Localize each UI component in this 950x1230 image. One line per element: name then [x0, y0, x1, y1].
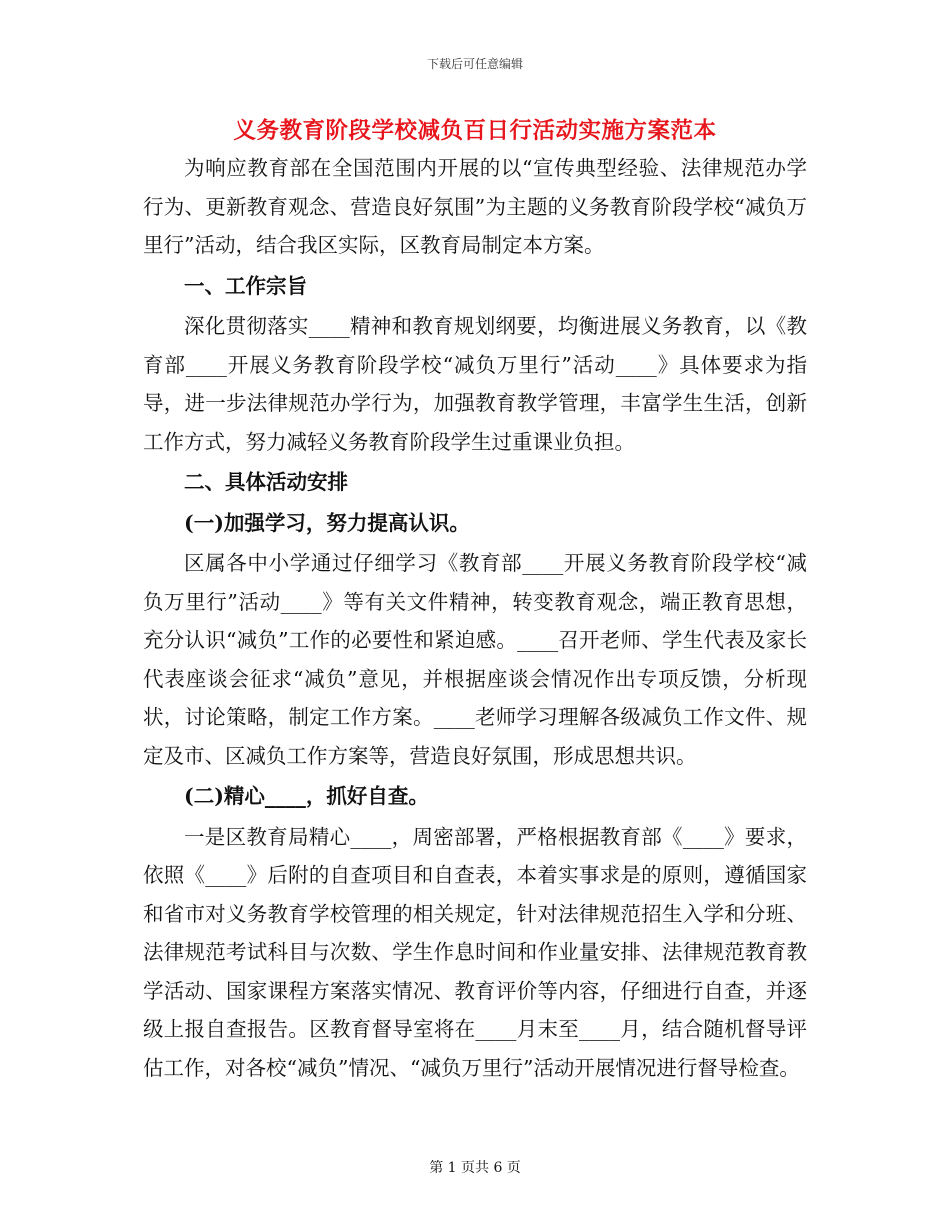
document-title: 义务教育阶段学校减负百日行活动实施方案范本 — [233, 118, 717, 144]
intro-paragraph: 为响应教育部在全国范围内开展的以“宣传典型经验、法律规范办学行为、更新教育观念、营造良好氛围”为主题的义务教育阶段学校“减负万里行”活动，结合我区实际，区教育局制定本方案。 — [143, 156, 807, 257]
page-number: 第 1 页共 6 页 — [429, 1160, 521, 1176]
document-body — [143, 149, 807, 1087]
section-heading-purpose: 一、工作宗旨 — [184, 273, 307, 298]
header-note: 下载后可任意编辑 — [426, 57, 523, 71]
study-paragraph: 区属各中小学通过仔细学习《教育部____开展义务教育阶段学校“减负万里行”活动____》等有关文件精神，转变教育观念，端正教育思想，充分认识“减负”工作的必要性和紧迫感。____召开老师、学生代表及家长代表座谈会征求“减负”意见，并根据座谈会情况作出专项反馈，分析现状，讨论策略，制定工作方案。____老师学习理解各级减负工作文件、规定及市、区减负工作方案等，营造良好氛围，形成思想共识。 — [143, 551, 807, 768]
subheading-study: (一)加强学习，努力提高认识。 — [184, 510, 470, 535]
section-heading-activities: 二、具体活动安排 — [184, 470, 348, 494]
purpose-paragraph: 深化贯彻落实____精神和教育规划纲要，均衡进展义务教育，以《教育部____开展义务教育阶段学校“减负万里行”活动____》具体要求为指导，进一步法律规范办学行为，加强教育教学管理，丰富学生生活，创新工作方式，努力减轻义务教育阶段学生过重课业负担。 — [143, 314, 807, 454]
subheading-self-check: (二)精心____，抓好自查。 — [184, 784, 429, 808]
self-check-paragraph: 一是区教育局精心____，周密部署，严格根据教育部《____》要求，依照《____》后附的自查项目和自查表，本着实事求是的原则，遵循国家和省市对义务教育学校管理的相关规定，针对法律规范招生入学和分班、法律规范考试科目与次数、学生作息时间和作业量安排、法律规范教育教学活动、国家课程方案落实情况、教育评价等内容，仔细进行自查，并逐级上报自查报告。区教育督导室将在____月末至____月，结合随机督导评估工作，对各校“减负”情况、“减负万里行”活动开展情况进行督导检查。 — [143, 824, 807, 1080]
